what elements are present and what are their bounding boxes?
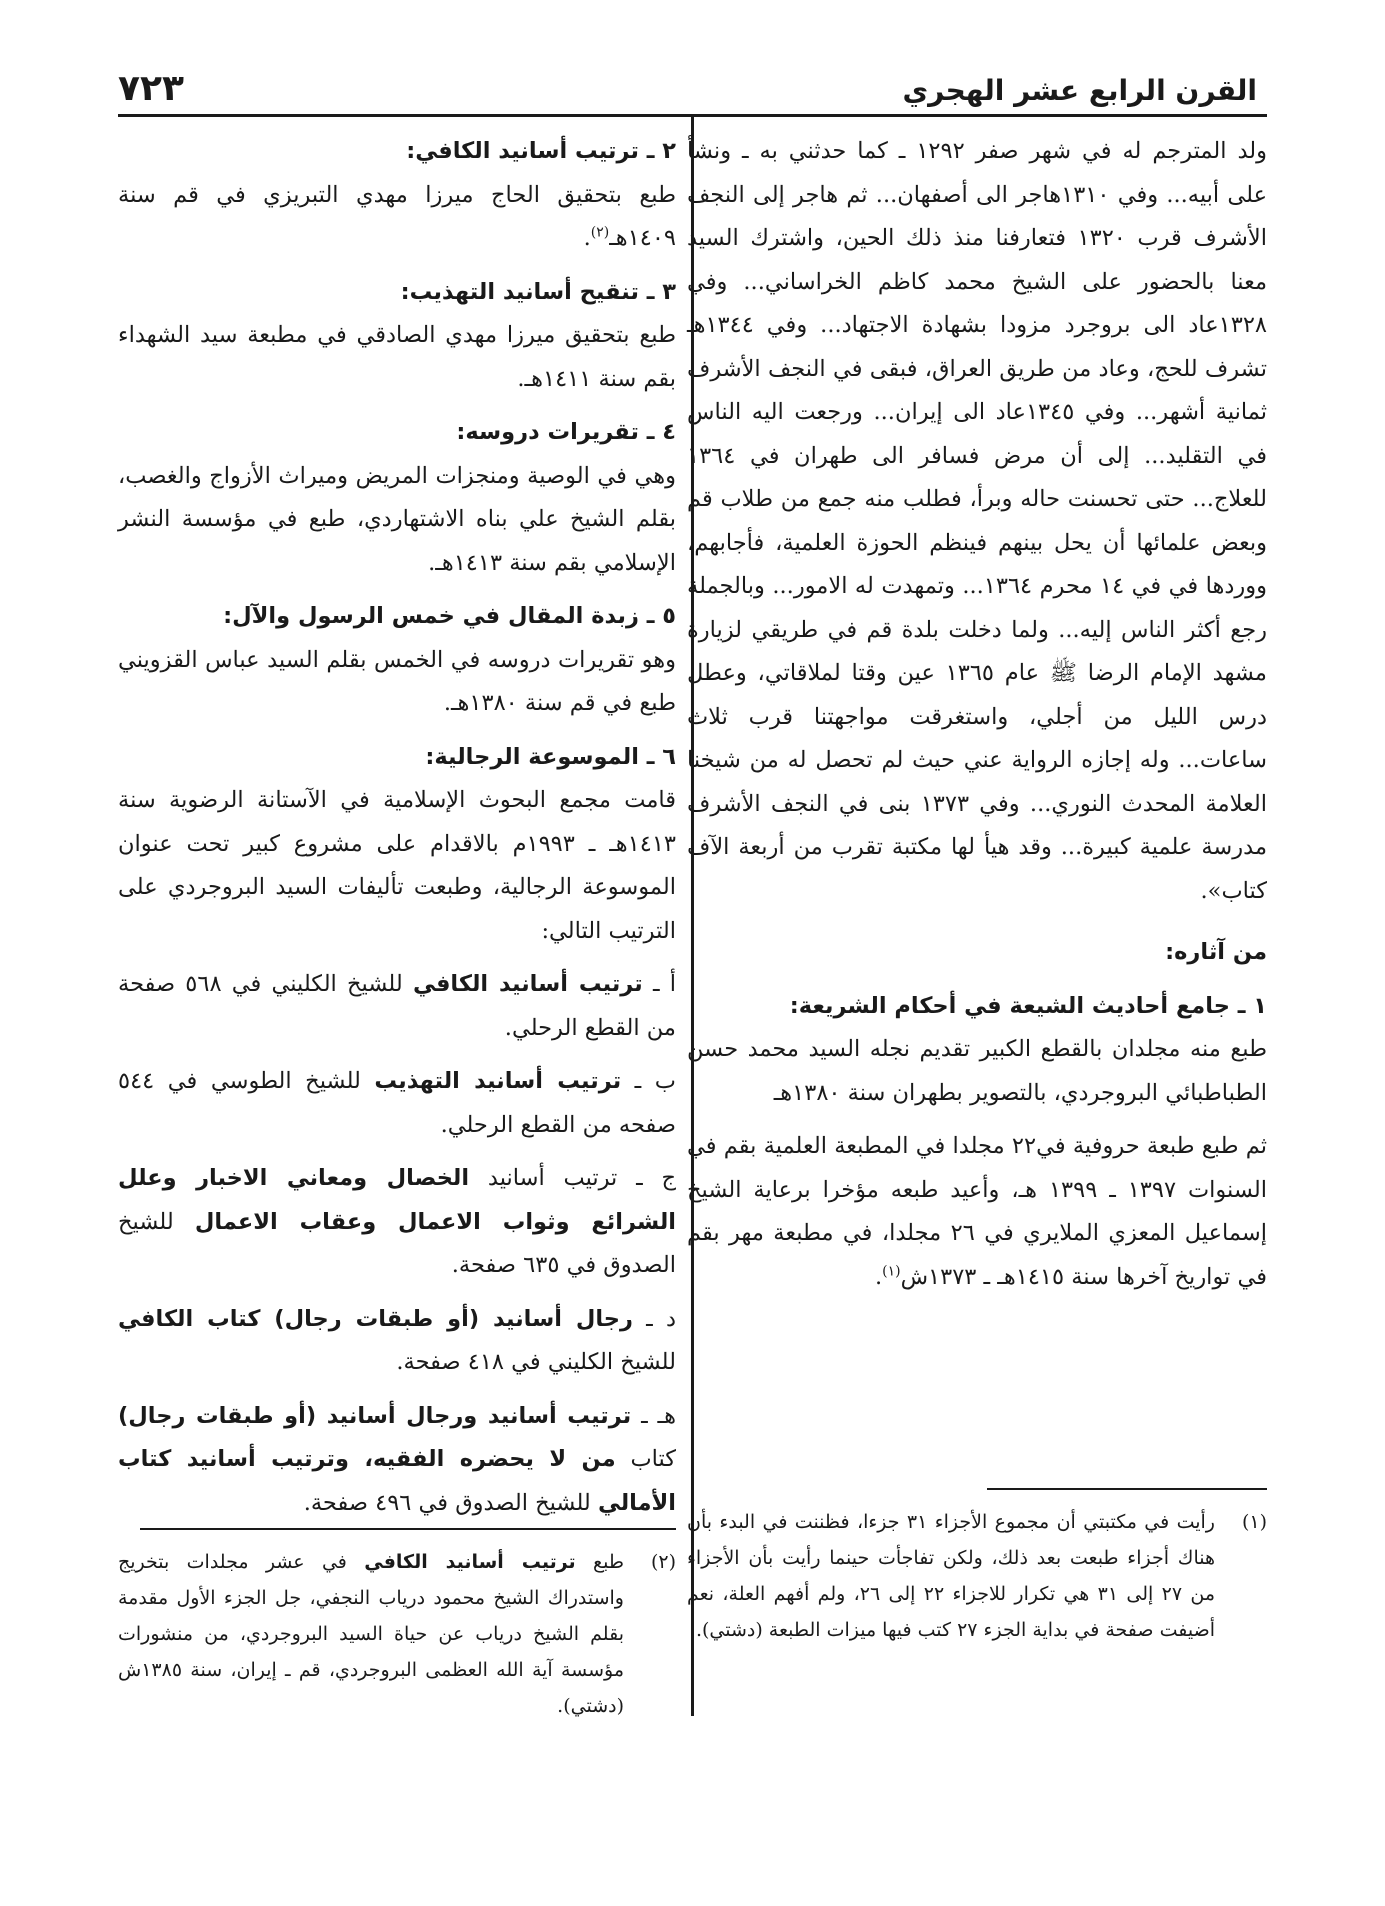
- footnote-2-prefix: طبع: [575, 1551, 624, 1573]
- running-title: القرن الرابع عشر الهجري: [902, 74, 1257, 107]
- sub-d-rest: للشيخ الكليني في ٤١٨ صفحة.: [396, 1349, 676, 1375]
- footnote-2-text: في عشر مجلدات بتخريج واستدراك الشيخ محمود درياب النجفي، جل الجزء الأول مقدمة بقلم الشيخ درياب عن حياة السيد البروجردي، من منشورات مؤسسة آية الله العظمى البروجردي، قم ـ إيران، سنة ١٣٨٥ش (دشتي).: [118, 1551, 624, 1717]
- sub-e-prefix: هـ ـ: [631, 1402, 676, 1429]
- sub-item-a: [118, 963, 676, 1050]
- item4-heading: ٤ ـ تقريرات دروسه:: [456, 419, 676, 445]
- right-column: [687, 130, 1267, 1299]
- page-number: ٧٢٣: [118, 68, 184, 109]
- footnote-1-text: رأيت في مكتبتي أن مجموع الأجزاء ٣١ جزءا، فظننت في البدء بأن هناك أجزاء طبعت بعد ذلك، ولكن تفاجأت حينما رأيت بأن الأجزاء من ٢٧ إلى ٣١ هي تكرار للاجزاء ٢٢ إلى ٢٦، ولم أفهم العلة، نعم أضيفت صفحة في بداية الجزء ٢٧ كتب فيها ميزات الطبعة (دشتي).: [687, 1511, 1215, 1641]
- item6-text: قامت مجمع البحوث الإسلامية في الآستانة الرضوية سنة ١٤١٣هـ ـ ١٩٩٣م بالاقدام على مشروع كبير تحت عنوان الموسوعة الرجالية، وطبعت تأليفات السيد البروجردي على الترتيب التالي:: [118, 787, 676, 944]
- page-header: [118, 62, 1267, 114]
- item5-text: وهو تقريرات دروسه في الخمس بقلم السيد عباس القزويني طبع في قم سنة ١٣٨٠هـ.: [118, 646, 676, 716]
- item2-text: طبع بتحقيق الحاج ميرزا مهدي التبريزي في قم سنة ١٤٠٩هـ: [118, 181, 676, 251]
- sub-b-rest: للشيخ الطوسي في ٥٤٤ صفحه من القطع الرحلي.: [118, 1068, 676, 1138]
- biography-paragraph: ولد المترجم له في شهر صفر ١٢٩٢ ـ كما حدثني به ـ ونشأ على أبيه... وفي ١٣١٠هاجر الى أصفهان... ثم هاجر إلى النجف الأشرف قرب ١٣٢٠ فتعارفنا منذ ذلك الحين، واشترك السيد معنا بالحضور على الشيخ محمد كاظم الخراساني... وفي ١٣٢٨عاد الى بروجرد مزودا بشهادة الاجتهاد... وفي ١٣٤٤هـ تشرف للحج، وعاد من طريق العراق، فبقى في النجف الأشرف ثمانية أشهر... وفي ١٣٤٥عاد الى إيران... ورجعت اليه الناس في التقليد... إلى أن مرض فسافر الى طهران في ١٣٦٤ للعلاج... حتى تحسنت حاله وبرأ، فطلب منه جمع من طلاب قم وبعض علمائها أن يحل بينهم فينظم الحوزة العلمية، فأجابهم، ووردها في في ١٤ محرم ١٣٦٤... وتمهدت له الامور... وبالجملة رجع أكثر الناس إليه... ولما دخلت بلدة قم في طريقي لزيارة مشهد الإمام الرضا ﷺ عام ١٣٦٥ عين وقتا لملاقاتي، وعطل درس الليل من أجلي، واستغرقت مواجهتنا قرب ثلاث ساعات... وله إجازه الرواية عني حيث لم تحصل له من شيخنا العلامة المحدث النوري... وفي ١٣٧٣ بنى في النجف الأشرف مدرسة علمية كبيرة... وقد هيأ لها مكتبة تقرب من أربعة الآف كتاب».: [687, 138, 1268, 904]
- item2-text-line: [118, 174, 676, 261]
- item2-end: .: [583, 225, 591, 251]
- item1-end: .: [874, 1263, 883, 1290]
- sub-item-e: [118, 1395, 676, 1526]
- works-heading: من آثاره:: [1165, 939, 1267, 965]
- item1-heading: ١ ـ جامع أحاديث الشيعة في أحكام الشريعة:: [789, 992, 1267, 1019]
- sub-d-prefix: د ـ: [632, 1305, 677, 1332]
- footnote-rule-right: [987, 1488, 1267, 1490]
- sub-c-title: الخصال ومعاني الاخبار وعلل الشرائع وثواب الاعمال وعقاب الاعمال: [118, 1165, 677, 1235]
- item1-text-continued: [687, 1125, 1267, 1299]
- footnote-ref-1[interactable]: (١): [882, 1263, 901, 1279]
- item2-heading: ٢ ـ ترتيب أسانيد الكافي:: [406, 138, 676, 164]
- sub-item-b: [118, 1060, 676, 1147]
- sub-c-rest: للشيخ الصدوق في ٦٣٥ صفحة.: [118, 1208, 676, 1278]
- sub-e-title-2: من لا يحضره الفقيه، وترتيب أسانيد كتاب الأمالي: [118, 1446, 676, 1516]
- sub-item-c: [118, 1157, 676, 1288]
- footnote-1-number: (١): [1241, 1511, 1267, 1533]
- sub-c-prefix: ج ـ ترتيب أسانيد: [469, 1165, 676, 1191]
- footnote-2-number: (٢): [650, 1551, 676, 1573]
- item5-heading: ٥ ـ زبدة المقال في خمس الرسول والآل:: [223, 603, 676, 629]
- footnote-rule-left: [140, 1528, 676, 1530]
- sub-e-rest: للشيخ الصدوق في ٤٩٦ صفحة.: [303, 1489, 598, 1516]
- sub-b-prefix: ب ـ: [621, 1068, 676, 1094]
- sub-a-rest: للشيخ الكليني في ٥٦٨ صفحة من القطع الرحلي.: [118, 971, 676, 1041]
- sub-e-mid: كتاب: [615, 1446, 676, 1472]
- item4-text: وهي في الوصية ومنجزات المريض وميراث الأزواج والغصب، بقلم الشيخ علي بناه الاشتهاردي، طبع في مؤسسة النشر الإسلامي بقم سنة ١٤١٣هـ.: [118, 462, 676, 576]
- sub-a-prefix: أ ـ: [642, 971, 677, 997]
- item3-heading: ٣ ـ تنقيح أسانيد التهذيب:: [400, 278, 676, 305]
- footnote-2: [118, 1544, 676, 1724]
- sub-e-title-1: ترتيب أسانيد ورجال أسانيد (أو طبقات رجال): [118, 1402, 632, 1429]
- item1-text: طبع منه مجلدان بالقطع الكبير تقديم نجله السيد محمد حسن الطباطبائي البروجردي، بالتصوير بطهران سنة ١٣٨٠هـ: [687, 1036, 1267, 1106]
- footnote-ref-2[interactable]: (٢): [590, 224, 610, 241]
- sub-d-title: رجال أسانيد (أو طبقات رجال) كتاب الكافي: [118, 1305, 633, 1332]
- item1-text2: ثم طبع طبعة حروفية في٢٢ مجلدا في المطبعة العلمية بقم في السنوات ١٣٩٧ ـ ١٣٩٩ هـ، وأعيد طبعه مؤخرا برعاية الشيخ إسماعيل المعزي الملايري في ٢٦ مجلدا، في مطبعة مهر بقم في تواريخ آخرها سنة ١٤١٥هـ ـ ١٣٧٣ش: [687, 1133, 1267, 1290]
- item6-heading: ٦ ـ الموسوعة الرجالية:: [425, 743, 676, 770]
- sub-item-d: [118, 1298, 676, 1385]
- footnote-2-title: ترتيب أسانيد الكافي: [364, 1551, 576, 1573]
- footnote-2-body: [118, 1544, 624, 1724]
- sub-a-title: ترتيب أسانيد الكافي: [412, 971, 643, 997]
- sub-b-title: ترتيب أسانيد التهذيب: [374, 1068, 622, 1094]
- left-column: [118, 130, 676, 1525]
- item3-text: طبع بتحقيق ميرزا مهدي الصادقي في مطبعة سيد الشهداء بقم سنة ١٤١١هـ.: [118, 322, 676, 392]
- footnote-1: [687, 1504, 1267, 1648]
